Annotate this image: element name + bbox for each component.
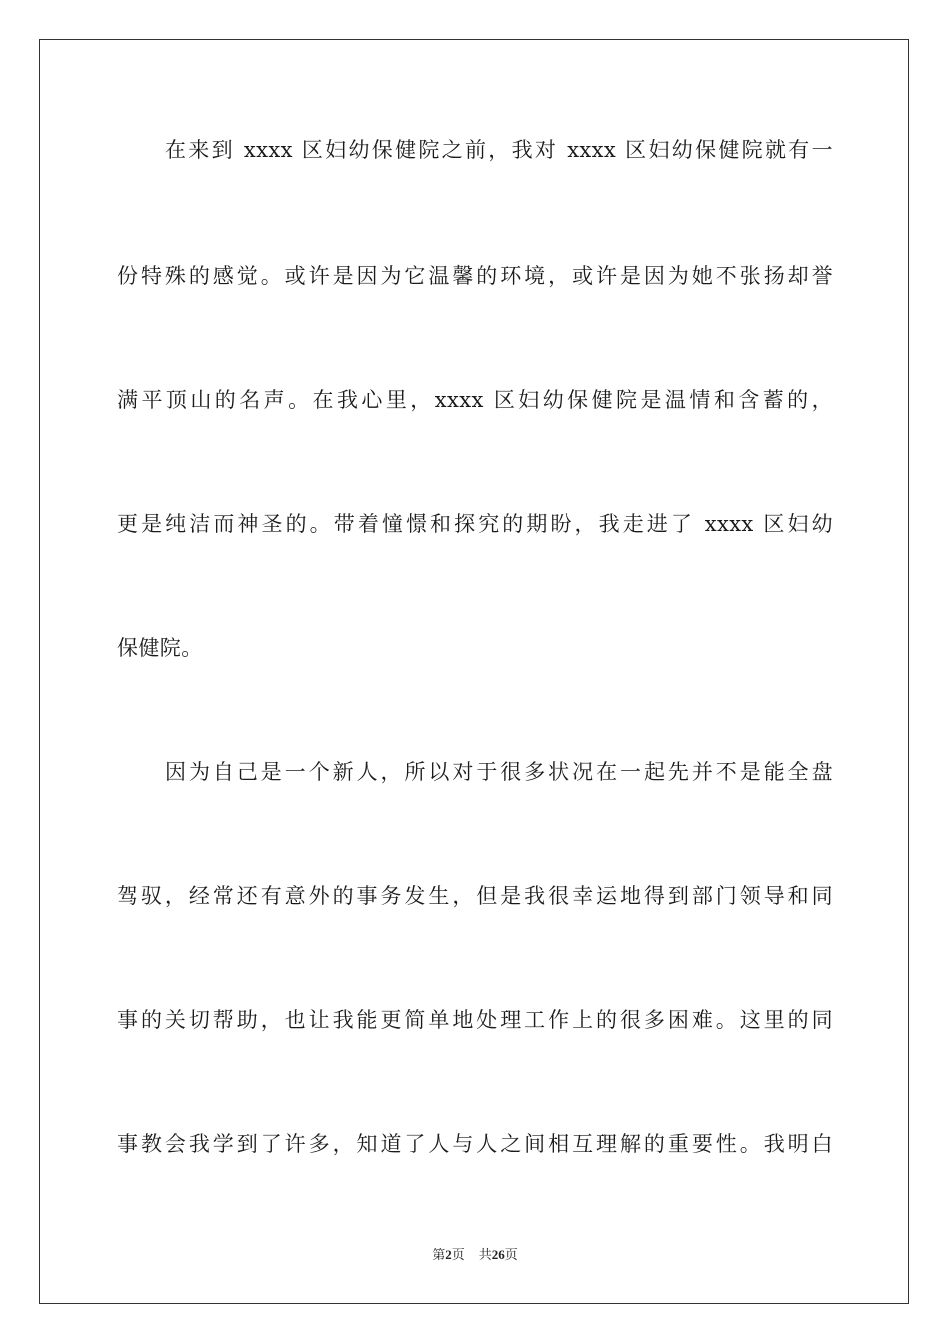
- page-total-number: 26: [491, 1247, 505, 1262]
- total-prefix: 共: [478, 1248, 492, 1263]
- total-unit: 页: [504, 1248, 518, 1263]
- page-prefix: 第: [432, 1248, 446, 1263]
- paragraph-1-line-2: 份特殊的感觉。或许是因为它温馨的环境，或许是因为她不张扬却誉: [117, 264, 833, 288]
- paragraph-1-line-1: 在来到 xxxx 区妇幼保健院之前，我对 xxxx 区妇幼保健院就有一: [165, 138, 833, 162]
- paragraph-2-line-1: 因为自己是一个新人，所以对于很多状况在一起先并不是能全盘: [165, 760, 833, 784]
- page-border: [39, 39, 909, 1304]
- paragraph-2-line-2: 驾驭，经常还有意外的事务发生，但是我很幸运地得到部门领导和同: [117, 884, 833, 908]
- paragraph-1-line-4: 更是纯洁而神圣的。带着憧憬和探究的期盼，我走进了 xxxx 区妇幼: [117, 512, 833, 536]
- paragraph-1-line-5: 保健院。: [117, 636, 203, 660]
- paragraph-2-line-3: 事的关切帮助，也让我能更简单地处理工作上的很多困难。这里的同: [117, 1008, 833, 1032]
- page-footer: [0, 1246, 950, 1265]
- page-current-number: 2: [445, 1247, 452, 1262]
- paragraph-1-line-3: 满平顶山的名声。在我心里，xxxx 区妇幼保健院是温情和含蓄的，: [117, 388, 833, 412]
- paragraph-2-line-4: 事教会我学到了许多，知道了人与人之间相互理解的重要性。我明白: [117, 1132, 833, 1156]
- page-unit: 页: [451, 1248, 465, 1263]
